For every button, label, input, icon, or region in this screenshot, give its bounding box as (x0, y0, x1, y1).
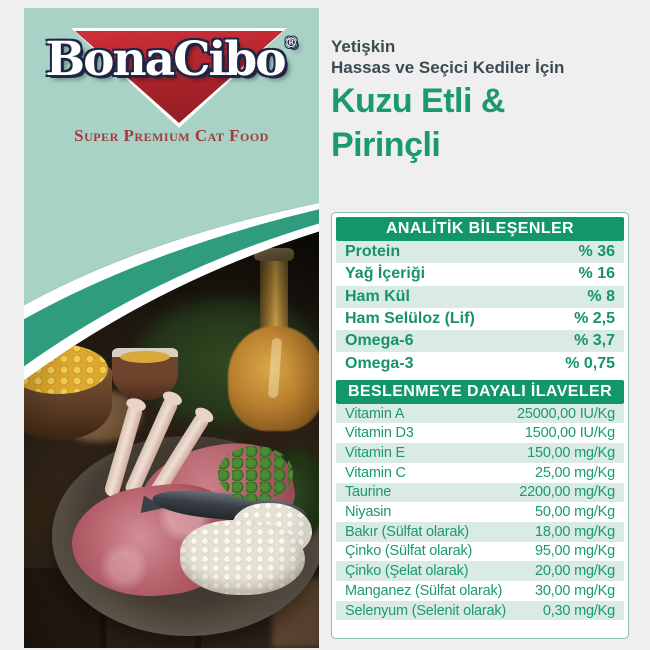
row-label: Yağ İçeriği (345, 265, 426, 283)
row-label: Çinko (Şelat olarak) (345, 563, 469, 580)
row-label: Taurine (345, 484, 392, 501)
brand-tagline: Super Premium Cat Food (74, 126, 269, 145)
row-label: Ham Selüloz (Lif) (345, 310, 475, 328)
row-value: % 36 (578, 243, 615, 261)
nutrition-tables-card (331, 212, 629, 639)
table-row (336, 542, 624, 562)
product-header (331, 36, 631, 166)
table-row (336, 308, 624, 330)
row-value: % 8 (587, 287, 615, 305)
table-row (336, 352, 624, 374)
table-row (336, 522, 624, 542)
row-value: 25000,00 IU/Kg (517, 405, 615, 422)
table-row (336, 330, 624, 352)
audience-line-1: Yetişkin (331, 37, 396, 56)
row-value: 25,00 mg/Kg (534, 464, 615, 481)
table-row (336, 263, 624, 285)
table-row (336, 601, 624, 621)
row-value: 50,00 mg/Kg (534, 504, 615, 521)
row-label: Selenyum (Selenit olarak) (345, 602, 507, 619)
row-label: Vitamin D3 (345, 425, 414, 442)
row-label: Manganez (Sülfat olarak) (345, 582, 503, 599)
row-label: Omega-3 (345, 354, 414, 372)
analytical-components-table (336, 241, 624, 375)
table-row (336, 241, 624, 263)
row-value: 95,00 mg/Kg (534, 543, 615, 560)
registered-mark: ® (284, 36, 298, 51)
table-row (336, 286, 624, 308)
row-value: 20,00 mg/Kg (534, 563, 615, 580)
table-row (336, 561, 624, 581)
row-value: 18,00 mg/Kg (534, 523, 615, 540)
row-value: 0,30 mg/Kg (542, 602, 615, 619)
table-row (336, 483, 624, 503)
row-value: % 16 (578, 265, 615, 283)
row-label: Protein (345, 243, 401, 261)
row-value: % 0,75 (565, 354, 615, 372)
logo-wordmark-text: BonaCibo (45, 32, 285, 87)
table-row (336, 443, 624, 463)
row-value: 1500,00 IU/Kg (524, 425, 615, 442)
row-label: Çinko (Sülfat olarak) (345, 543, 473, 560)
row-label: Vitamin C (345, 464, 406, 481)
row-label: Ham Kül (345, 287, 410, 305)
nutritional-additives-header: BESLENMEYE DAYALI İLAVELER (336, 380, 624, 404)
package-front-panel (24, 8, 319, 648)
row-value: 150,00 mg/Kg (527, 445, 615, 461)
table-row (336, 423, 624, 443)
table-row (336, 404, 624, 424)
row-value: 2200,00 mg/Kg (519, 484, 615, 501)
audience-line-2: Hassas ve Seçici Kediler İçin (331, 58, 565, 77)
row-label: Vitamin A (345, 405, 405, 422)
product-name-line-1: Kuzu Etli & (331, 82, 505, 120)
nutritional-additives-table (336, 404, 624, 621)
product-name-line-2: Pirinçli (331, 126, 441, 164)
table-row (336, 502, 624, 522)
row-label: Bakır (Sülfat olarak) (345, 523, 469, 540)
table-row (336, 581, 624, 601)
row-value: % 2,5 (574, 310, 615, 328)
row-value: % 3,7 (574, 332, 615, 350)
brand-logo (24, 8, 319, 178)
row-label: Vitamin E (345, 445, 405, 461)
analytical-components-header: ANALİTİK BİLEŞENLER (336, 217, 624, 241)
logo-wordmark (24, 32, 319, 87)
row-label: Omega-6 (345, 332, 414, 350)
row-value: 30,00 mg/Kg (534, 582, 615, 599)
table-row (336, 463, 624, 483)
row-label: Niyasin (345, 504, 392, 521)
